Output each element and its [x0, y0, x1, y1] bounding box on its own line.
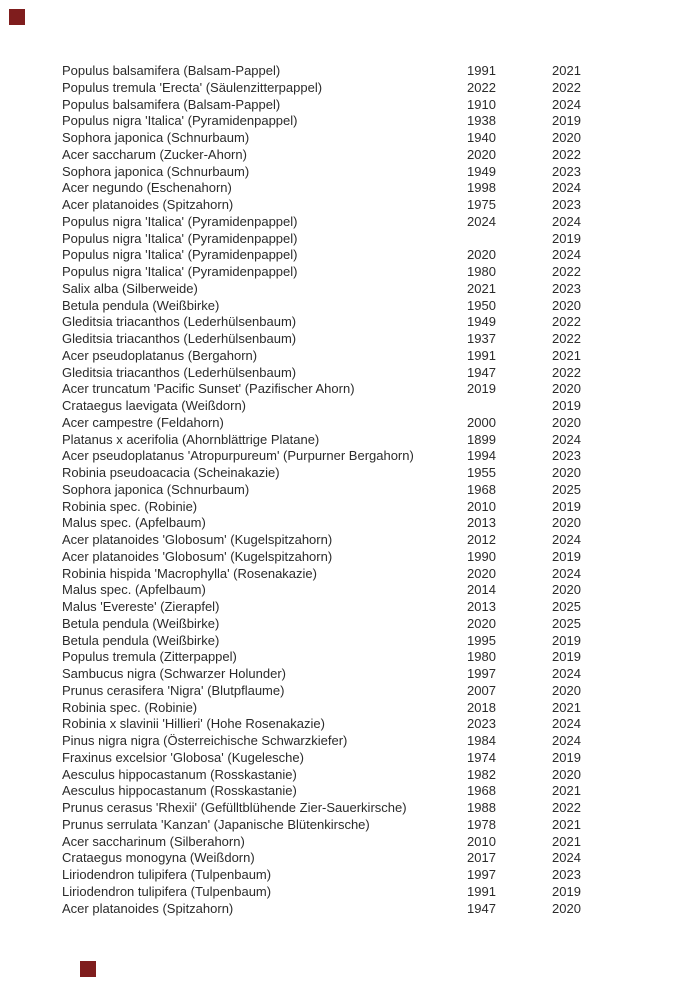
year2-cell: 2022 — [552, 264, 581, 279]
year1-cell: 1950 — [467, 297, 496, 313]
year2-cell: 2021 — [552, 816, 581, 832]
year2-cell: 2022 — [552, 364, 581, 380]
year2-cell: 2020 — [552, 900, 581, 916]
year2-cell: 2019 — [552, 548, 581, 564]
year2-cell: 2020 — [552, 682, 581, 698]
species-name-cell: Liriodendron tulipifera (Tulpenbaum) — [62, 867, 272, 882]
year1-cell: 2010 — [467, 498, 496, 514]
species-name-cell: Acer campestre (Feldahorn) — [62, 414, 224, 430]
species-name-cell: Prunus serrulata 'Kanzan' (Japanische Blütenkirsche) — [62, 816, 370, 832]
species-name-cell: Populus balsamifera (Balsam-Pappel) — [62, 63, 281, 78]
species-name-cell: Gleditsia triacanthos (Lederhülsenbaum) — [62, 364, 297, 380]
year2-cell: 2019 — [552, 632, 581, 648]
year1-cell: 2000 — [467, 414, 496, 430]
species-name-cell: Liriodendron tulipifera (Tulpenbaum) — [62, 883, 272, 899]
species-name-cell: Acer negundo (Eschenahorn) — [62, 180, 232, 196]
species-name-cell: Acer saccharum (Zucker-Ahorn) — [62, 146, 247, 162]
year1-cell: 1955 — [467, 465, 496, 480]
year1-cell: 1974 — [467, 749, 496, 765]
red-square-marker-bottom — [80, 961, 96, 977]
table-row — [62, 834, 602, 851]
species-name-cell: Gleditsia triacanthos (Lederhülsenbaum) — [62, 314, 297, 330]
table-row — [62, 331, 602, 348]
year1-cell: 1940 — [467, 130, 496, 145]
year2-cell: 2021 — [552, 699, 581, 715]
year1-cell: 1949 — [467, 314, 496, 330]
table-row — [62, 130, 602, 147]
year1-cell: 2007 — [467, 682, 496, 698]
species-name-cell: Prunus cerasifera 'Nigra' (Blutpflaume) — [62, 682, 285, 698]
year1-cell — [467, 231, 552, 248]
species-name-cell: Populus nigra 'Italica' (Pyramidenpappel) — [62, 247, 298, 263]
species-name-cell: Malus spec. (Apfelbaum) — [62, 582, 206, 598]
table-row — [62, 415, 602, 432]
year2-cell: 2024 — [552, 247, 581, 263]
year1-cell: 2017 — [467, 850, 496, 866]
year1-cell: 2010 — [467, 833, 496, 849]
year1-cell: 2020 — [467, 615, 496, 631]
table-row — [62, 365, 602, 382]
year2-cell: 2020 — [552, 297, 581, 313]
table-row — [62, 113, 602, 130]
table-row — [62, 231, 602, 248]
year1-cell: 1947 — [467, 900, 496, 916]
table-row — [62, 649, 602, 666]
species-name-cell: Betula pendula (Weißbirke) — [62, 297, 220, 313]
species-name-cell: Betula pendula (Weißbirke) — [62, 632, 220, 648]
species-name-cell: Populus nigra 'Italica' (Pyramidenpappel) — [62, 213, 298, 229]
table-row — [62, 63, 602, 80]
year1-cell: 2013 — [467, 599, 496, 614]
year1-cell: 1997 — [467, 666, 496, 681]
year1-cell: 2019 — [467, 381, 496, 397]
year2-cell: 2023 — [552, 448, 581, 464]
year2-cell: 2024 — [552, 532, 581, 547]
year1-cell: 1997 — [467, 867, 496, 882]
table-row — [62, 716, 602, 733]
species-name-cell: Aesculus hippocastanum (Rosskastanie) — [62, 783, 297, 799]
table-row — [62, 582, 602, 599]
year2-cell: 2022 — [552, 331, 581, 346]
year2-cell: 2020 — [552, 414, 581, 430]
species-name-cell: Robinia spec. (Robinie) — [62, 699, 198, 715]
table-row — [62, 515, 602, 532]
table-row — [62, 733, 602, 750]
year1-cell: 2013 — [467, 515, 496, 531]
year1-cell: 2020 — [467, 565, 496, 581]
year2-cell: 2022 — [552, 800, 581, 815]
species-name-cell: Populus nigra 'Italica' (Pyramidenpappel) — [62, 113, 298, 129]
red-square-marker-top — [9, 9, 25, 25]
year2-cell: 2021 — [552, 63, 581, 78]
year1-cell: 1899 — [467, 431, 496, 447]
species-name-cell: Acer pseudoplatanus 'Atropurpureum' (Purpurner Bergahorn) — [62, 448, 414, 464]
species-name-cell: Robinia spec. (Robinie) — [62, 498, 198, 514]
year1-cell: 1980 — [467, 264, 496, 279]
species-name-cell: Sambucus nigra (Schwarzer Holunder) — [62, 666, 286, 681]
year2-cell: 2019 — [552, 749, 581, 765]
year1-cell: 2018 — [467, 699, 496, 715]
table-row — [62, 314, 602, 331]
year1-cell: 2022 — [467, 79, 496, 95]
year1-cell — [467, 398, 552, 415]
table-row — [62, 180, 602, 197]
table-row — [62, 683, 602, 700]
table-row — [62, 499, 602, 516]
species-name-cell: Populus nigra 'Italica' (Pyramidenpappel) — [62, 230, 298, 246]
species-name-cell: Acer platanoides (Spitzahorn) — [62, 900, 234, 916]
year1-cell: 2014 — [467, 582, 496, 598]
species-name-cell: Robinia hispida 'Macrophylla' (Rosenakazie) — [62, 565, 317, 581]
table-row — [62, 666, 602, 683]
year1-cell: 1975 — [467, 197, 496, 212]
table-row — [62, 97, 602, 114]
year1-cell: 1947 — [467, 364, 496, 380]
year2-cell: 2020 — [552, 465, 581, 480]
table-row — [62, 164, 602, 181]
table-row — [62, 867, 602, 884]
species-name-cell: Sophora japonica (Schnurbaum) — [62, 130, 250, 145]
year1-cell: 2023 — [467, 716, 496, 732]
year1-cell: 1994 — [467, 448, 496, 464]
year2-cell: 2021 — [552, 347, 581, 363]
table-row — [62, 599, 602, 616]
year2-cell: 2019 — [552, 113, 581, 129]
year1-cell: 1910 — [467, 96, 496, 112]
species-name-cell: Sophora japonica (Schnurbaum) — [62, 481, 250, 497]
species-name-cell: Platanus x acerifolia (Ahornblättrige Platane) — [62, 431, 320, 447]
table-row — [62, 298, 602, 315]
table-row — [62, 348, 602, 365]
table-row — [62, 700, 602, 717]
species-name-cell: Populus balsamifera (Balsam-Pappel) — [62, 96, 281, 112]
table-row — [62, 817, 602, 834]
year1-cell: 2020 — [467, 247, 496, 263]
year2-cell: 2019 — [552, 398, 581, 413]
year2-cell: 2024 — [552, 213, 581, 229]
table-row — [62, 482, 602, 499]
year1-cell: 1980 — [467, 649, 496, 665]
species-name-cell: Acer platanoides (Spitzahorn) — [62, 197, 234, 212]
year2-cell: 2025 — [552, 481, 581, 497]
table-row — [62, 901, 602, 918]
table-row — [62, 432, 602, 449]
year1-cell: 1949 — [467, 163, 496, 179]
year2-cell: 2020 — [552, 582, 581, 598]
year2-cell: 2023 — [552, 197, 581, 212]
year1-cell: 1978 — [467, 816, 496, 832]
species-name-cell: Populus nigra 'Italica' (Pyramidenpappel) — [62, 264, 298, 279]
species-name-cell: Prunus cerasus 'Rhexii' (Gefülltblühende Zier-Sauerkirsche) — [62, 800, 407, 815]
year2-cell: 2019 — [552, 883, 581, 899]
year1-cell: 1991 — [467, 347, 496, 363]
year2-cell: 2020 — [552, 766, 581, 782]
table-row — [62, 633, 602, 650]
year2-cell: 2022 — [552, 146, 581, 162]
year2-cell: 2019 — [552, 649, 581, 665]
species-name-cell: Acer pseudoplatanus (Bergahorn) — [62, 347, 258, 363]
year2-cell: 2024 — [552, 666, 581, 681]
year1-cell: 2012 — [467, 532, 496, 547]
species-name-cell: Gleditsia triacanthos (Lederhülsenbaum) — [62, 331, 297, 346]
table-row — [62, 750, 602, 767]
table-row — [62, 800, 602, 817]
year2-cell: 2024 — [552, 733, 581, 748]
species-name-cell: Aesculus hippocastanum (Rosskastanie) — [62, 766, 297, 782]
year2-cell: 2021 — [552, 833, 581, 849]
species-name-cell: Malus spec. (Apfelbaum) — [62, 515, 206, 531]
year1-cell: 1990 — [467, 548, 496, 564]
table-row — [62, 197, 602, 214]
year2-cell: 2024 — [552, 850, 581, 866]
year1-cell: 1998 — [467, 180, 496, 196]
year1-cell: 1995 — [467, 632, 496, 648]
species-name-cell: Malus 'Evereste' (Zierapfel) — [62, 599, 220, 614]
table-row — [62, 566, 602, 583]
year1-cell: 1968 — [467, 481, 496, 497]
table-row — [62, 465, 602, 482]
year1-cell: 2024 — [467, 213, 496, 229]
year2-cell: 2023 — [552, 163, 581, 179]
table-row — [62, 80, 602, 97]
table-row — [62, 448, 602, 465]
table-row — [62, 850, 602, 867]
year1-cell: 1988 — [467, 800, 496, 815]
year1-cell: 1968 — [467, 783, 496, 799]
table-row — [62, 264, 602, 281]
table-row — [62, 147, 602, 164]
table-row — [62, 381, 602, 398]
year1-cell: 2020 — [467, 146, 496, 162]
species-name-cell: Betula pendula (Weißbirke) — [62, 615, 220, 631]
year1-cell: 1938 — [467, 113, 496, 129]
table-row — [62, 783, 602, 800]
table-row — [62, 214, 602, 231]
table-row — [62, 532, 602, 549]
tree-species-table — [62, 63, 602, 917]
species-name-cell: Salix alba (Silberweide) — [62, 280, 198, 296]
year1-cell: 1982 — [467, 766, 496, 782]
year2-cell: 2024 — [552, 96, 581, 112]
species-name-cell: Crataegus monogyna (Weißdorn) — [62, 850, 255, 866]
table-row — [62, 247, 602, 264]
species-name-cell: Acer saccharinum (Silberahorn) — [62, 833, 245, 849]
species-name-cell: Robinia pseudoacacia (Scheinakazie) — [62, 465, 280, 480]
species-name-cell: Acer truncatum 'Pacific Sunset' (Pazifischer Ahorn) — [62, 381, 355, 397]
table-row — [62, 884, 602, 901]
year2-cell: 2024 — [552, 716, 581, 732]
species-name-cell: Crataegus laevigata (Weißdorn) — [62, 398, 247, 413]
year2-cell: 2020 — [552, 130, 581, 145]
table-row — [62, 549, 602, 566]
year2-cell: 2024 — [552, 180, 581, 196]
year1-cell: 1991 — [467, 883, 496, 899]
year2-cell: 2022 — [552, 79, 581, 95]
species-name-cell: Pinus nigra nigra (Österreichische Schwarzkiefer) — [62, 733, 348, 748]
year2-cell: 2025 — [552, 599, 581, 614]
year1-cell: 1937 — [467, 331, 496, 346]
species-name-cell: Robinia x slavinii 'Hillieri' (Hohe Rosenakazie) — [62, 716, 325, 732]
year2-cell: 2024 — [552, 431, 581, 447]
species-name-cell: Acer platanoides 'Globosum' (Kugelspitzahorn) — [62, 548, 333, 564]
year1-cell: 1984 — [467, 733, 496, 748]
table-row — [62, 616, 602, 633]
table-row — [62, 767, 602, 784]
year2-cell: 2021 — [552, 783, 581, 799]
year2-cell: 2020 — [552, 515, 581, 531]
year2-cell: 2025 — [552, 615, 581, 631]
year2-cell: 2019 — [552, 498, 581, 514]
year2-cell: 2023 — [552, 867, 581, 882]
table-row — [62, 398, 602, 415]
species-name-cell: Sophora japonica (Schnurbaum) — [62, 163, 250, 179]
year2-cell: 2022 — [552, 314, 581, 330]
year1-cell: 1991 — [467, 63, 496, 78]
species-name-cell: Populus tremula 'Erecta' (Säulenzitterpappel) — [62, 79, 323, 95]
year2-cell: 2019 — [552, 230, 581, 246]
species-name-cell: Fraxinus excelsior 'Globosa' (Kugelesche) — [62, 749, 304, 765]
species-name-cell: Acer platanoides 'Globosum' (Kugelspitzahorn) — [62, 532, 333, 547]
year2-cell: 2024 — [552, 565, 581, 581]
year2-cell: 2020 — [552, 381, 581, 397]
species-name-cell: Populus tremula (Zitterpappel) — [62, 649, 237, 665]
year2-cell: 2023 — [552, 280, 581, 296]
year1-cell: 2021 — [467, 280, 496, 296]
table-row — [62, 281, 602, 298]
